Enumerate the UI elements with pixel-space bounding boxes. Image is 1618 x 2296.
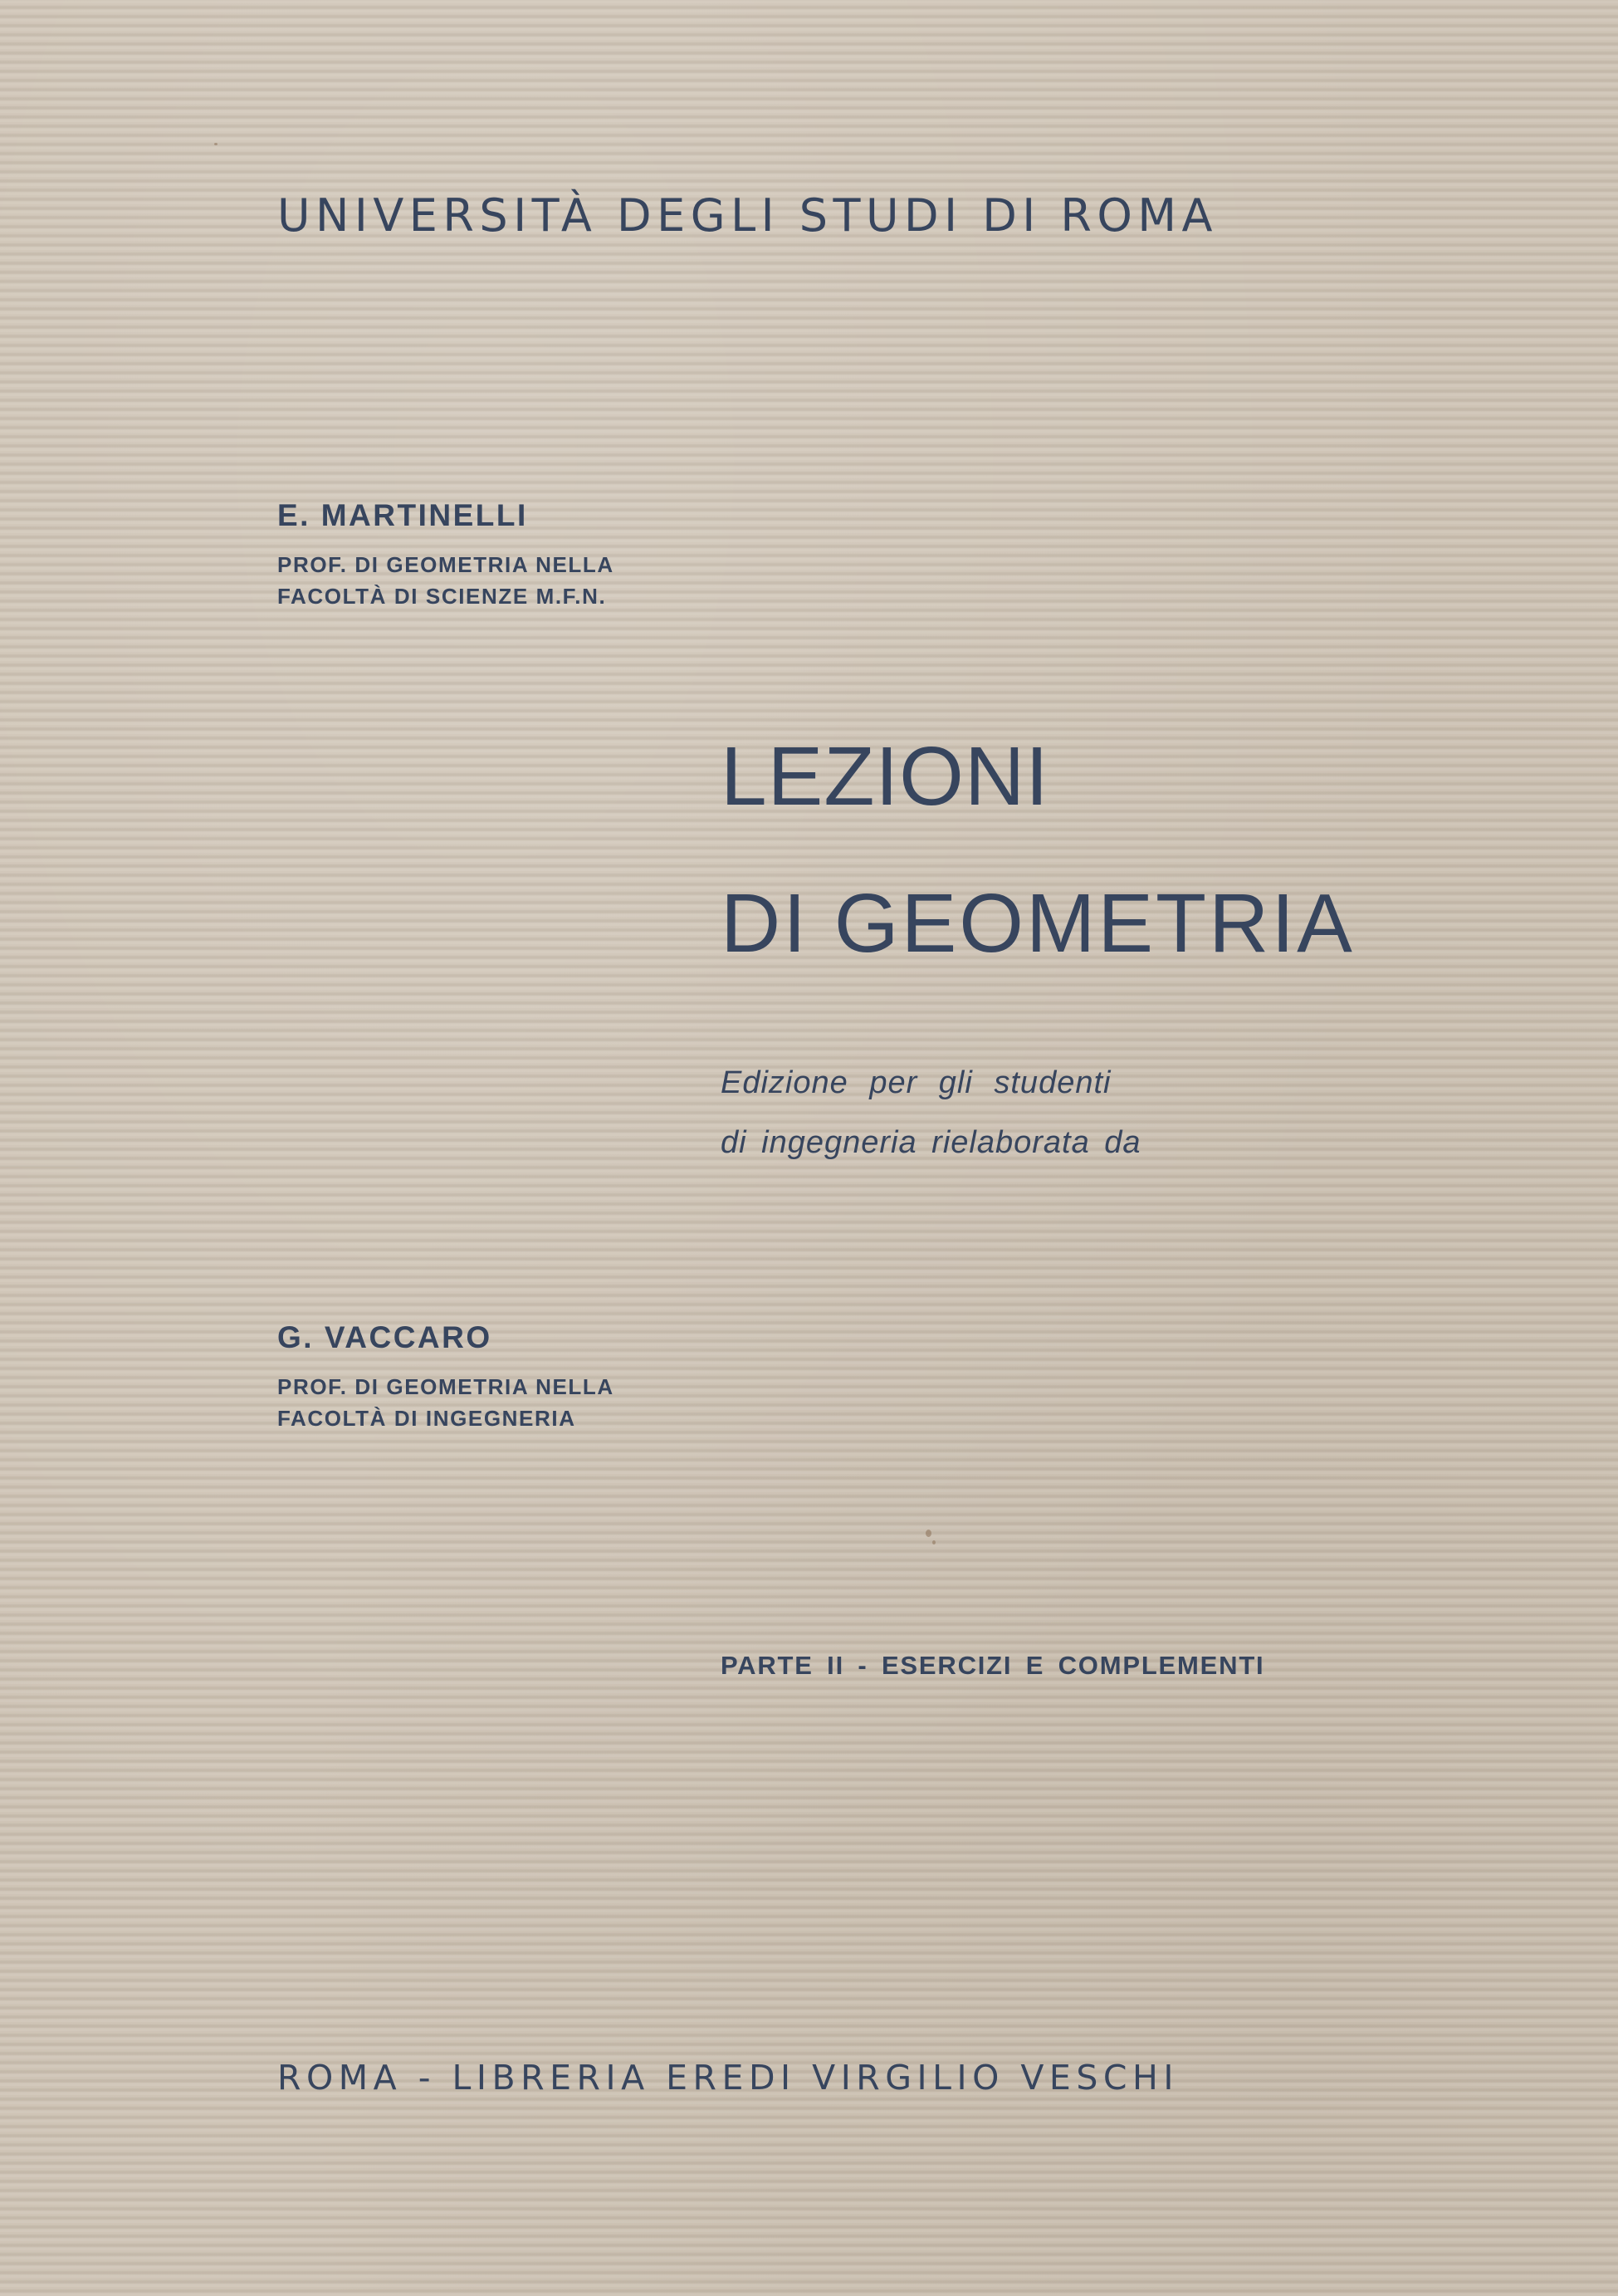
edition-subtitle-line2: di ingegneria rielaborata da [721,1125,1141,1160]
author-name-vaccaro: G. VACCARO [277,1320,492,1354]
part-label: PARTE II - ESERCIZI E COMPLEMENTI [721,1651,1265,1680]
paper-speck [932,1540,936,1545]
book-title-line2: DI GEOMETRIA [721,877,1355,970]
paper-speck [214,143,218,145]
author-name-martinelli: E. MARTINELLI [277,498,528,532]
author-role-line: FACOLTÀ DI INGEGNERIA [277,1406,576,1431]
author-role-line: PROF. DI GEOMETRIA NELLA [277,552,614,577]
university-heading: UNIVERSITÀ DEGLI STUDI DI ROMA [277,189,1218,242]
author-role-line: FACOLTÀ DI SCIENZE M.F.N. [277,584,607,609]
edition-subtitle-line1: Edizione per gli studenti [721,1065,1112,1100]
paper-speck [926,1530,931,1537]
book-title-line1: LEZIONI [721,730,1049,823]
publisher-line: ROMA - LIBRERIA EREDI VIRGILIO VESCHI [277,2058,1179,2098]
author-role-line: PROF. DI GEOMETRIA NELLA [277,1374,614,1399]
